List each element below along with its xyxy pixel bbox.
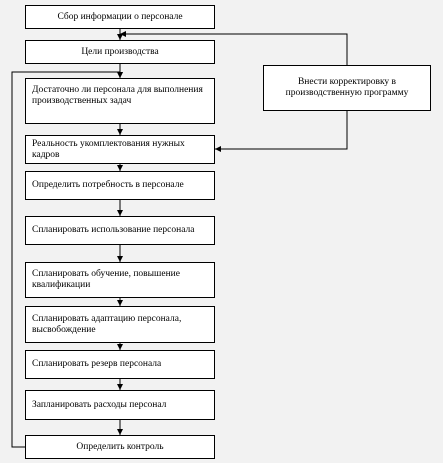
step-plan-costs [25,390,215,420]
step-plan-reserve [25,350,215,379]
step-plan-adaptation [25,306,215,343]
side-box-label: Внести корректировку в производственную программу [285,77,409,98]
step-enough-staff [25,78,215,124]
side-box-adjust-program [263,65,431,111]
step-label: Спланировать адаптацию персонала, высвобождение [32,313,182,335]
step-determine-control [25,435,215,459]
step-label: Сбор информации о персонале [57,11,183,22]
step-label: Реальность укомплектования нужных кадров [32,138,185,160]
step-staffing-reality [25,135,215,164]
step-collect-info [25,5,215,29]
step-label: Спланировать использование персонала [32,225,195,235]
side-to-staffing [215,111,347,149]
step-label: Запланировать расходы персонал [32,399,167,410]
step-plan-training [25,262,215,298]
step-determine-need [25,171,215,200]
step-label: Спланировать резерв персонала [32,359,162,369]
step-plan-usage [25,216,215,245]
step-label: Цели производства [81,46,159,57]
step-label: Спланировать обучение, повышение квалификации [32,269,180,290]
step-label: Определить контроль [76,441,164,452]
step-label: Достаточно ли персонала для выполнения производственных задач [32,85,203,106]
step-label: Определить потребность в персонале [32,180,184,190]
step-production-goals [25,40,215,64]
